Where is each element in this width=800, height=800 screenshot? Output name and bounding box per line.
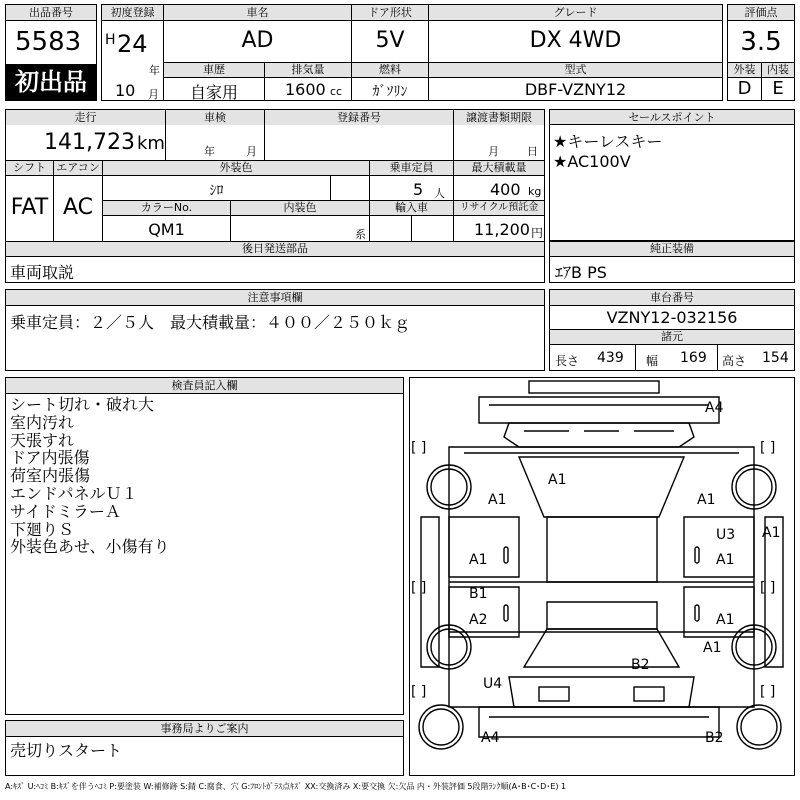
door-header: ドア形状 — [352, 5, 428, 20]
reg-month-unit: 月 — [148, 88, 159, 101]
mark-bracket-right-2: [ ] — [760, 580, 776, 596]
capacity: 5 — [413, 180, 424, 199]
interior-header: 内装 — [762, 63, 794, 77]
genuine-text: ｴｱB PS — [555, 263, 607, 282]
inspector-line: エンドパネルＵ１ — [10, 483, 138, 503]
grade: DX 4WD — [529, 28, 622, 53]
capacity-header: 乗車定員 — [370, 161, 453, 175]
mark-hood-left: A1 — [488, 492, 507, 508]
mark-bracket-right: [ ] — [760, 440, 776, 456]
inspector-line: 天張すれ — [10, 430, 75, 450]
door-type: 5V — [375, 28, 405, 53]
mark-left-door-front: A1 — [469, 552, 488, 568]
transfer-month-unit: 月 — [488, 145, 499, 158]
inspector-line: 荷室内張傷 — [10, 466, 91, 486]
shift-header: シフト — [6, 161, 53, 175]
car-diagram — [409, 377, 795, 776]
inspector-notes — [10, 396, 170, 556]
notes-header: 注意事項欄 — [6, 290, 544, 305]
mark-bracket-right-3: [ ] — [760, 684, 776, 700]
insp-month-unit: 月 — [246, 145, 257, 158]
length-label: 長さ — [555, 354, 580, 368]
capacity-unit: 人 — [434, 187, 445, 200]
inspector-header: 検査員記入欄 — [6, 378, 403, 393]
inspector-line: 下廻りＳ — [10, 519, 75, 539]
score-value: 3.5 — [740, 27, 782, 57]
later-parts-text: 車両取説 — [10, 263, 75, 282]
max-load-unit: kg — [528, 185, 542, 198]
ac-header: エアコン — [54, 161, 102, 175]
sales-points-header: セールスポイント — [550, 110, 794, 125]
reg-month: 10 — [115, 81, 136, 100]
exterior-grade: D — [737, 78, 752, 99]
width-label: 幅 — [646, 354, 659, 368]
reg-year: 24 — [117, 30, 148, 58]
mark-left-door-rear: A2 — [469, 612, 488, 628]
displacement-unit: cc — [330, 85, 343, 98]
first-reg-header: 初度登録 — [102, 5, 163, 20]
int-color-header: 内装色 — [231, 201, 369, 215]
mark-bracket-left-3: [ ] — [411, 684, 427, 700]
mark-rear-left: A4 — [481, 730, 500, 746]
fuel: ｶﾞｿﾘﾝ — [372, 84, 408, 100]
insp-year-unit: 年 — [204, 145, 215, 158]
ac: AC — [62, 195, 94, 220]
lot-header: 出品番号 — [6, 5, 96, 20]
displacement-header: 排気量 — [265, 63, 351, 77]
first-listing-badge: 初出品 — [6, 64, 96, 100]
mark-front-right: A4 — [705, 400, 724, 416]
mark-bracket-left: [ ] — [411, 440, 427, 456]
height-label: 高さ — [722, 354, 747, 368]
mileage-header: 走行 — [6, 110, 165, 125]
history-header: 車歴 — [164, 63, 264, 77]
lot-number: 5583 — [15, 27, 82, 57]
color-no-header: カラーNo. — [103, 201, 230, 215]
notes-text: 乗車定員：２／５人 最大積載量：４００／２５０ｋｇ — [10, 313, 411, 332]
max-load-header: 最大積載量 — [454, 161, 544, 175]
mark-right-fender: A1 — [762, 525, 781, 541]
later-parts-box — [5, 256, 545, 283]
mileage: 141,723 — [44, 130, 135, 155]
inspector-line: ドア内張傷 — [10, 448, 90, 468]
recycle: 11,200 — [474, 220, 530, 239]
interior-grade: E — [772, 78, 784, 99]
mark-right-panel: U3 — [716, 527, 736, 543]
dims-header: 諸元 — [550, 330, 794, 344]
mark-right-quarter: A1 — [703, 640, 722, 656]
legend-text: A:ｷｽﾞ U:ﾍｺﾐ B:ｷｽﾞを伴うﾍｺﾐ P:要塗装 W:補修跡 S:錆 C:腐食、穴 G:ﾌﾛﾝﾄｶﾞﾗｽ点ｷｽﾞ XX:交換済み X:要交換 欠:欠品 内・外装評価 5段階ﾗﾝｸ順(A･B･C･D･E) 1 — [5, 782, 567, 791]
office-text: 売切りスタート — [10, 741, 123, 760]
vehicle-name: AD — [241, 28, 274, 53]
mark-right-door-rear: A1 — [716, 612, 735, 628]
inspector-line: サイドミラーＡ — [10, 501, 121, 521]
displacement: 1600 — [285, 80, 326, 99]
chassis-header: 車台番号 — [550, 290, 794, 305]
max-load: 400 — [490, 180, 521, 199]
exterior-header: 外装 — [728, 63, 761, 77]
sales-point-1: ★キーレスキー — [553, 132, 663, 151]
genuine-header: 純正装備 — [550, 242, 794, 256]
grade-header: グレード — [429, 5, 722, 20]
recycle-header: リサイクル預託金 — [454, 201, 544, 215]
mileage-unit: km — [137, 133, 165, 154]
mark-roof: A1 — [548, 472, 567, 488]
mark-hood-right: A1 — [697, 492, 716, 508]
mark-right-door-front: A1 — [716, 552, 735, 568]
import-header: 輸入車 — [370, 201, 453, 215]
reg-year-unit: 年 — [149, 64, 160, 77]
width-value: 169 — [680, 350, 707, 366]
name-header: 車名 — [164, 5, 351, 20]
mark-bracket-left-2: [ ] — [411, 580, 427, 596]
inspector-line: 室内汚れ — [10, 412, 75, 432]
transfer-header: 譲渡書類期限 — [454, 110, 544, 125]
mark-rear-right: B2 — [705, 730, 724, 746]
inspector-line: シート切れ・破れ大 — [10, 395, 155, 414]
history: 自家用 — [189, 83, 238, 102]
length-value: 439 — [597, 350, 624, 366]
inspection-header: 車検 — [166, 110, 264, 125]
mark-left-sill: B1 — [469, 586, 488, 602]
era-letter: H — [105, 32, 116, 48]
color-no: QM1 — [148, 220, 185, 239]
fuel-header: 燃料 — [352, 63, 428, 77]
mark-tailgate: B2 — [631, 657, 650, 673]
height-value: 154 — [762, 350, 789, 366]
model: DBF-VZNY12 — [524, 80, 627, 99]
reg-no-header: 登録番号 — [265, 110, 453, 125]
later-parts-header: 後日発送部品 — [6, 242, 544, 256]
ext-color: ｼﾛ — [209, 183, 224, 199]
sales-point-2: ★AC100V — [553, 152, 631, 171]
score-header: 評価点 — [728, 5, 794, 20]
recycle-unit: 円 — [531, 226, 544, 240]
chassis-number: VZNY12-032156 — [606, 308, 738, 327]
int-color-unit: 系 — [355, 228, 366, 241]
mark-left-quarter: U4 — [483, 676, 503, 692]
model-header: 型式 — [429, 63, 722, 77]
inspector-line: 外装色あせ、小傷有り — [10, 537, 170, 557]
office-header: 事務局よりご案内 — [6, 721, 403, 736]
shift: FAT — [10, 195, 49, 220]
transfer-day-unit: 日 — [527, 145, 538, 158]
ext-color-header: 外装色 — [103, 161, 369, 175]
